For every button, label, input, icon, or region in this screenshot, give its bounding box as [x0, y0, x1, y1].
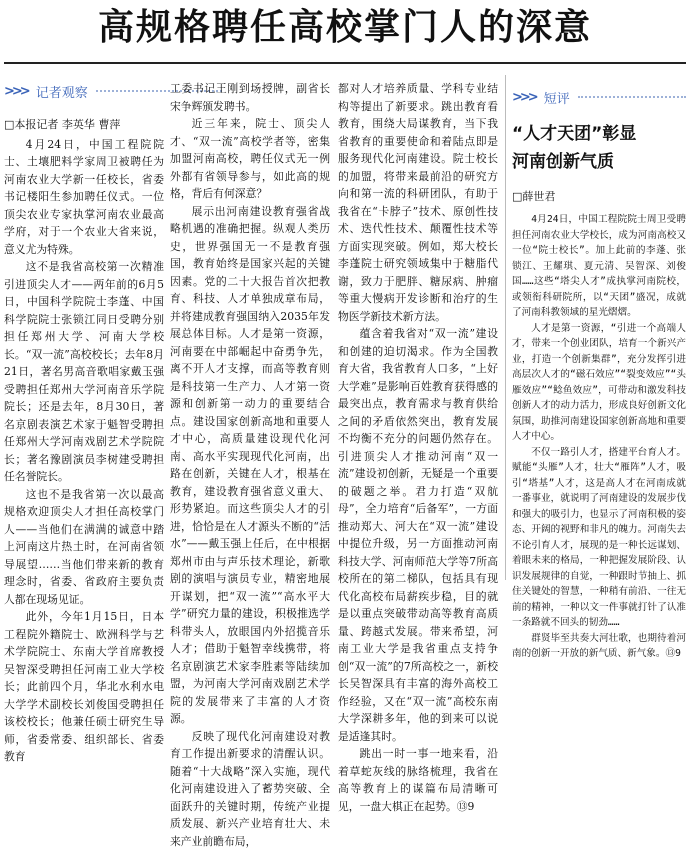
paragraph: 工委书记王刚到场授牌，副省长宋争辉颁发聘书。 [170, 80, 330, 115]
chevron-icon: >>> [4, 84, 28, 99]
paragraph: 此外，今年1月15日，日本工程院外籍院士、欧洲科学与艺术学院院士、东南大学首席教授吴智深受聘担任河南工业大学校长；此前四个月，华北水利水电大学学术副校长刘俊国受聘担任该校校长；他兼任硕士研究生导师，省委常委、组织部长、省委教育 [4, 608, 164, 766]
paragraph: 不仅一路引人才，搭建平台育人才。赋能“头雁”人才，壮大“雁阵”人才，吸引“塔基”人才，这是高人才在河南成就一番事业，就说明了河南建设的发展步伐和强大的吸引力，也显示了河南积极的姿态、开阔的视野和非凡的魄力。河南失去不论引育人才，展现的是一种长远谋划、着眼未来的格局，一种把握发展阶段、认识发展规律的自觉，一种跟时节抽上、抓住关键处的智慧，一种稍有前沿、一往无前的精神，一种以文一件事就打针了认准一条路就不回头的韧劲…… [512, 445, 686, 631]
commentary-body [512, 212, 686, 582]
commentary-author: □薛世君 [512, 188, 555, 204]
article-column-2 [170, 80, 330, 584]
chevron-icon: >>> [512, 90, 536, 105]
paragraph: 群贤毕至共奏大河壮歌，也期待着河南的创新一开放的新气质、新气象。⑬9 [512, 631, 686, 662]
section-label: 短评 [544, 88, 570, 107]
title-line: 河南创新气质 [512, 148, 682, 176]
paragraph: 这不是我省高校第一次精准引进顶尖人才——两年前的6月5日，中国科学院院士李蓬、中国科学院院士张锁江同日受聘分别担任郑州大学、河南大学校长。“双一流”高校校长；去年8月21日，著名男高音歌唱家戴玉强受聘担任郑州大学河南音乐学院院长；还是去年，8月30日，著名京剧表演艺术家于魁智受聘担任郑州大学河南戏剧艺术学院院长；著名豫剧演员李树建受聘担任名誉院长。 [4, 258, 164, 486]
paragraph: 展示出河南建设教育强省战略机遇的准确把握。纵观人类历史，世界强国无一不是教育强国，教育始终是国家兴起的关键因素。党的二十大报告首次把教育、科技、人才单独成章布局，并将建成教育强国纳入2035年发展总体目标。人才是第一资源，河南要在中部崛起中奋勇争先，离不开人才支撑，而高等教育则是科技第一生产力、人才第一资源和创新第一动力的重要结合点。建设国家创新高地和重要人才中心，高质量建设现代化河南、高水平实现现代化河南，出路在创新，关键在人才，根基在教育，建设教育强省意义重大、形势紧迫。而这些顶尖人才的引进，恰恰是在人才源头不断的“活水”——戴玉强上任后，在中根据郑州市由与声乐技术理论，新歌剧的演唱与演员专业，精密地展开谋划，把“双一流”“高水平大学”研究力量的建设，积极推选学科带头人，放眼国内外招揽音乐人才；借助于魁智幸线携带，将名京剧演艺术家李胜素等陆续加盟，为河南大学河南戏剧艺术学院的发展带来了丰富的人才资源。 [170, 203, 330, 728]
paragraph: 反映了现代化河南建设对教育工作提出新要求的清醒认识。随着“十大战略”深入实施，现代化河南建设进入了蓄势突破、全面跃升的关键时期，传统产业提质发展、新兴产业培育壮大、未来产业前瞻布局， [170, 728, 330, 850]
paragraph: 4月24日，中国工程院院士周卫受聘担任河南农业大学校长，成为河南高校又一位“院士校长”。加上此前的李蓬、张锁江、王耀琪、夏元清、吴智深、刘俊国……这些“塔尖人才”成执掌河南院校，或领衔科研院所，以“天团”盛况，成就了河南科教领域的星光熠熠。 [512, 212, 686, 321]
paragraph: 这也不是我省第一次以最高规格欢迎顶尖人才担任高校掌门人——当他们在满满的诚意中踏上河南这片热土时，在河南省领导展望……当他们带来新的教育理念时，省委、省政府主要负责人都在现场见证。 [4, 486, 164, 609]
right-section-header [512, 86, 686, 108]
paragraph: 4月24日，中国工程院院士、土壤肥料学家周卫被聘任为河南农业大学新一任校长，省委书记楼阳生参加聘任仪式。一位顶尖农业专家执掌河南农业最高学府，对于一个农业大省来说，意义尤为特殊。 [4, 136, 164, 259]
commentary-title [512, 120, 682, 176]
headline: 高规格聘任高校掌门人的深意 [0, 0, 690, 56]
column-divider [505, 75, 506, 580]
paragraph: 近三年来，院士、顶尖人才、“双一流”高校学者等，密集加盟河南高校，聘任仪式无一例外都有省领导参与，如此高的规格，背后有何深意？ [170, 115, 330, 203]
byline: □本报记者 李英华 曹萍 [4, 116, 164, 134]
headline-rule [4, 62, 686, 64]
paragraph: 人才是第一资源，“引进一个高端人才，带来一个创业团队，培育一个新兴产业，打造一个创新集群”，充分发挥引进高层次人才的“磁石效应”“裂变效应”“头雁效应”“鲶鱼效应”，可带动和激发科技创新人才的动力活力，形成良好创新文化氛围，助推河南建设国家创新高地和重要人才中心。 [512, 321, 686, 445]
title-line: “人才天团”彰显 [512, 120, 682, 148]
paragraph: 跳出一时一事一地来看，沿着草蛇灰线的脉络梳理，我省在高等教育上的谋篇布局清晰可见，一盘大棋正在起势。⑬9 [338, 745, 498, 815]
article-column-1 [4, 116, 164, 584]
paragraph: 都对人才培养质量、学科专业结构等提出了新要求。跳出教育看教育，围绕大局谋教育，当下我省教育的重要使命和着陆点即是服务现代化河南建设。院士校长的加盟，将带来最前沿的研究方向和第一流的科研团队，有助于我省在“卡脖子”技术、原创性技术、迭代性技术、颠覆性技术等方面实现突破。例如，郑大校长李蓬院士研究领域集中于糖脂代谢，致力于肥胖、糖尿病、肿瘤等重大慢病开发诊断和治疗的生物医学新技术新方法。 [338, 80, 498, 325]
section-label: 记者观察 [36, 82, 88, 101]
article-column-3 [338, 80, 498, 584]
paragraph: 蕴含着我省对“双一流”建设和创建的迫切渴求。作为全国教育大省，我省教育人口多，“上好大学难”是影响百姓教育获得感的最突出点，教育需求与教育供给之间的矛盾依然突出，教育发展不均衡不充分的问题仍然存在。引进顶尖人才推动河南“双一流”建设初创新，无疑是一个重要的破题之举。君力打造“双航母”，全力培育“后备军”，一方面推动郑大、河大在“双一流”建设中提位升级，另一方面推动河南科技大学、河南师范大学等7所高校所在的第二梯队，包括具有现代化高校布局薪疾步稳，目的就是以重点突破带动高等教育高质量、跨越式发展。带来希望，河南工业大学是我省重点支持争创“双一流”的7所高校之一，新校长吴智深具有丰富的海外高校工作经验，又在“双一流”高校东南大学深耕多年，他的到来可以说是适逢其时。 [338, 325, 498, 745]
dotted-divider [578, 96, 686, 98]
